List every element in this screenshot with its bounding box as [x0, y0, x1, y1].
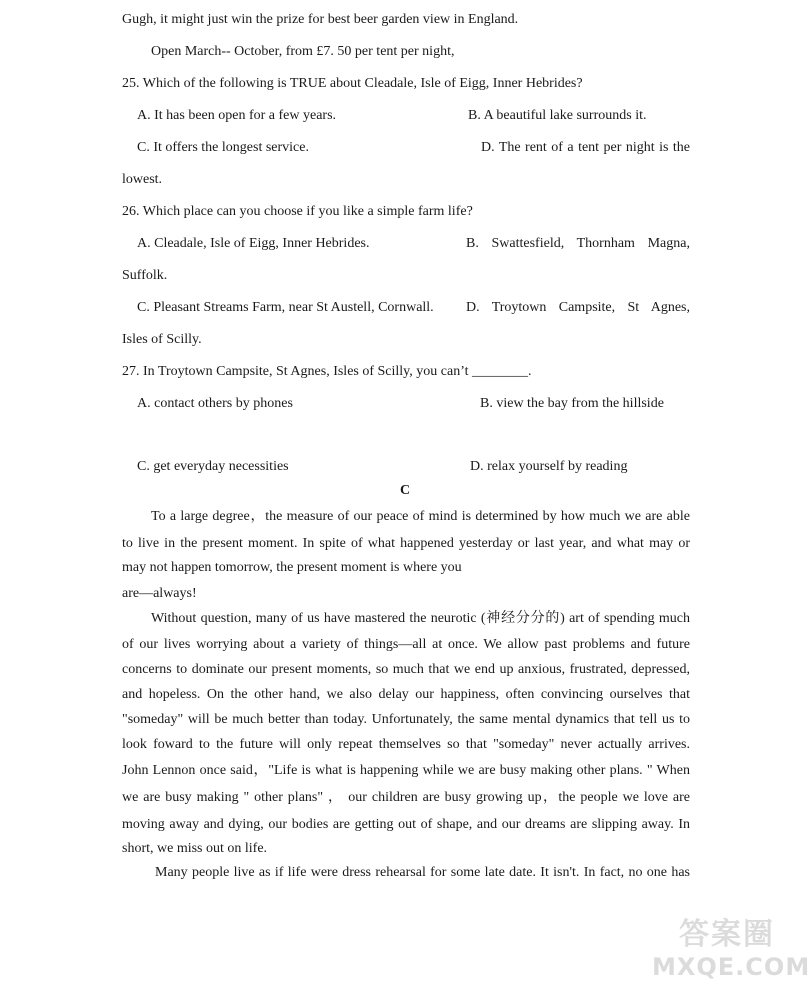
option-25-c: C. It offers the longest service.: [137, 140, 309, 155]
paragraph-line: to live in the present moment. In spite of what happened yesterday or last year, and what may or: [122, 536, 690, 551]
paragraph-line: To a large degree，the measure of our peace of mind is determined by how much we are able: [151, 509, 690, 524]
option-26-b: B. Swattesfield, Thornham Magna,: [466, 236, 690, 251]
paragraph-line: short, we miss out on life.: [122, 841, 268, 856]
question-stem-27: 27. In Troytown Campsite, St Agnes, Isles of Scilly, you can’t ________.: [122, 364, 532, 379]
option-25-a: A. It has been open for a few years.: [137, 108, 337, 123]
option-26-c: C. Pleasant Streams Farm, near St Austell, Cornwall.: [137, 300, 434, 315]
option-27-d: D. relax yourself by reading: [470, 459, 628, 474]
passage-line: Gugh, it might just win the prize for best beer garden view in England.: [122, 12, 519, 27]
watermark-domain: MXQE.COM: [652, 953, 810, 981]
paragraph-line: look foward to the future will only repeat themselves so that "someday" never actually arrives.: [122, 737, 690, 752]
option-26-b-continued: Suffolk.: [122, 268, 168, 283]
option-26-d-continued: Isles of Scilly.: [122, 332, 202, 347]
paragraph-line: we are busy making " other plans" ， our children are busy growing up，the people we love are: [122, 790, 690, 805]
passage-line: Open March-- October, from £7. 50 per tent per night,: [151, 44, 455, 59]
paragraph-line: of our lives worrying about a variety of things—all at once. We allow past problems and future: [122, 637, 690, 652]
option-27-a: A. contact others by phones: [137, 396, 293, 411]
option-27-b: B. view the bay from the hillside: [480, 396, 664, 411]
paragraph-line: John Lennon once said，"Life is what is happening while we are busy making other plans. " When: [122, 763, 690, 778]
section-heading: C: [399, 483, 411, 498]
paragraph-line: concerns to dominate our present moments, so much that we end up anxious, frustrated, depressed,: [122, 662, 690, 677]
paragraph-line: and hopeless. On the other hand, we also delay our happiness, often convincing ourselves that: [122, 687, 690, 702]
option-25-b: B. A beautiful lake surrounds it.: [468, 108, 647, 123]
paragraph-line: Many people live as if life were dress rehearsal for some late date. It isn't. In fact, no one has: [155, 865, 690, 880]
paragraph-line: "someday" will be much better than today. Unfortunately, the same mental dynamics that tell us to: [122, 712, 690, 727]
watermark-logo: [652, 909, 810, 989]
option-26-a: A. Cleadale, Isle of Eigg, Inner Hebrides.: [137, 236, 370, 251]
watermark-text: 答案圈: [679, 917, 775, 952]
question-stem-26: 26. Which place can you choose if you like a simple farm life?: [122, 204, 473, 219]
paragraph-line: are—always!: [122, 586, 197, 601]
option-25-d-continued: lowest.: [122, 172, 163, 187]
paragraph-line: may not happen tomorrow, the present moment is where you: [122, 560, 462, 575]
option-25-d: D. The rent of a tent per night is the: [481, 140, 690, 155]
option-27-c: C. get everyday necessities: [137, 459, 289, 474]
paragraph-line: moving away and dying, our bodies are getting out of shape, and our dreams are slipping away. In: [122, 817, 690, 832]
question-stem-25: 25. Which of the following is TRUE about Cleadale, Isle of Eigg, Inner Hebrides?: [122, 76, 583, 91]
paragraph-line: Without question, many of us have mastered the neurotic (神经分分的) art of spending much: [151, 611, 690, 626]
option-26-d: D. Troytown Campsite, St Agnes,: [466, 300, 690, 315]
